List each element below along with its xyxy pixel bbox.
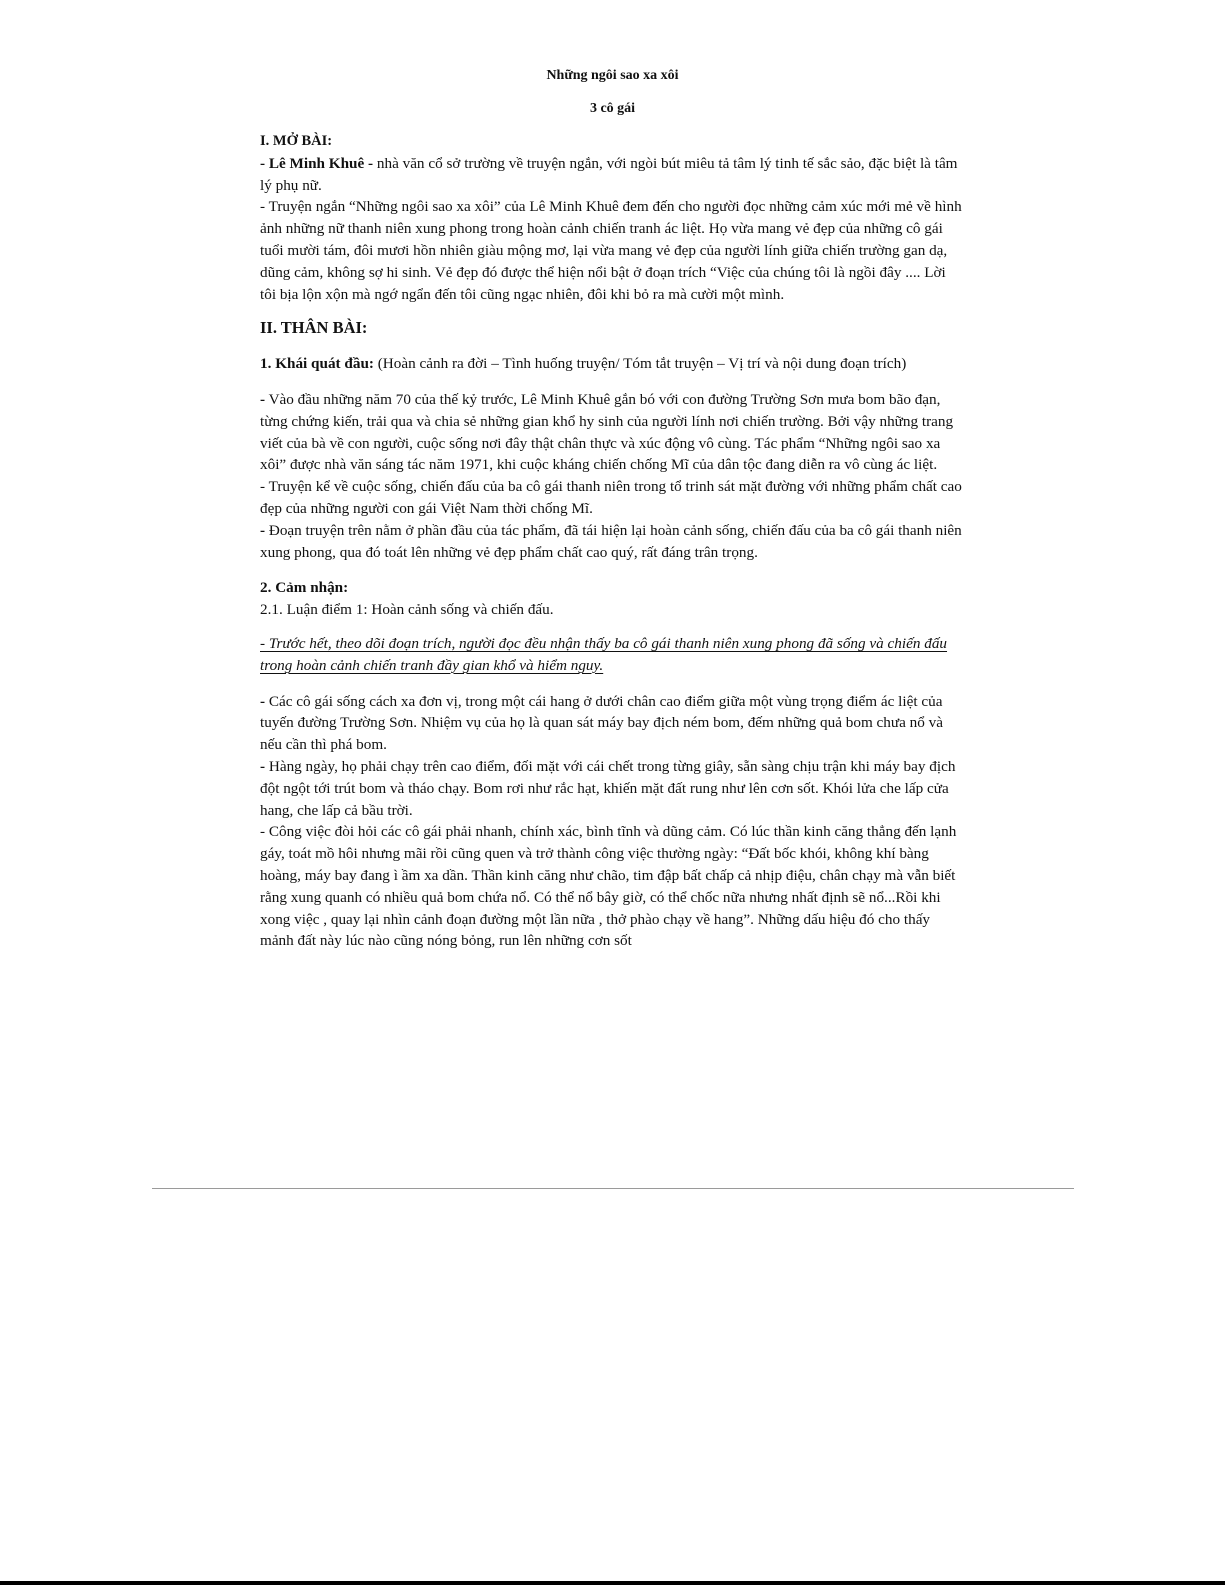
mo-bai-p1-prefix: - Lê Minh Khuê - — [260, 154, 374, 172]
section-1-p1-prefix: - — [260, 390, 266, 408]
section-2-p2-prefix: - — [260, 757, 266, 775]
document-subtitle: 3 cô gái — [589, 101, 636, 116]
heading-mo-bai: I. MỞ BÀI: — [260, 133, 333, 149]
section-2-paragraph-3: - Công việc đòi hỏi các cô gái phải nhanh, chính xác, bình tĩnh và dũng cảm. Có lúc thần kinh căng thẳng đến lạnh gáy, toát mồ hôi nhưng mãi rồi cũng quen và trở thành công việc thường ngày: “Đất bốc khói, không khí bàng hoàng, máy bay đang ì ầm xa dần. Thần kinh căng như chão, tim đập bất chấp cả nhịp điệu, chân chạy mà vẫn biết rằng xung quanh có nhiều quả bom chứa nổ. Có thể nổ bây giờ, có thể chốc nữa nhưng nhất định sẽ nổ...Rồi khi xong việc , quay lại nhìn cảnh đoạn đường một lần nữa , thở phào chạy về hang”. Những dấu hiệu đó cho thấy mảnh đất này lúc nào cũng nóng bỏng, run lên những cơn sốt — [260, 823, 957, 950]
section-1-paragraph-2: - Truyện kể về cuộc sống, chiến đấu của ba cô gái thanh niên trong tổ trinh sát mặt đường với những phẩm chất cao đẹp của những người con gái Việt Nam thời chống Mĩ. — [260, 478, 962, 517]
mo-bai-paragraph-1 — [260, 153, 965, 197]
section-1-p1-text: Vào đầu những năm 70 của thế kỷ trước, Lê Minh Khuê gắn bó với con đường Trường Sơn mưa bom bão đạn, từng chứng kiến, trải qua và chia sẻ những gian khổ hy sinh của người lính nơi chiến trường. Bởi vậy những trang viết của bà về con người, cuộc sống nơi đây thật chân thực và xúc động vô cùng. Tác phẩm “Những ngôi sao xa xôi” được nhà văn sáng tác năm 1971, khi cuộc kháng chiến chống Mĩ của dân tộc đang diễn ra vô cùng ác liệt. — [260, 390, 954, 474]
section-1-label: 1. Khái quát đầu: — [260, 355, 374, 373]
section-2-intro-text: - Trước hết, theo dõi đoạn trích, người đọc đều nhận thấy ba cô gái thanh niên xung phong đã sống và chiến đấu trong hoàn cảnh chiến tranh đầy gian khổ và hiểm nguy. — [260, 634, 948, 674]
page-divider — [152, 1188, 1074, 1189]
section-2-p2-text: Hàng ngày, họ phải chạy trên cao điểm, đối mặt với cái chết trong từng giây, sẵn sàng chịu trận khi máy bay địch đột ngột tới trút bom và tháo chạy. Bom rơi như rắc hạt, khiến mặt đất rung như lên cơn sốt. Khói lửa che lấp cửa hang, che lấp cả bầu trời. — [260, 757, 956, 819]
section-2-intro — [260, 633, 965, 677]
section-2-paragraph-2 — [260, 756, 965, 821]
section-1-p3-prefix: - — [260, 521, 266, 539]
section-1-text: (Hoàn cảnh ra đời – Tình huống truyện/ Tóm tắt truyện – Vị trí và nội dung đoạn trích) — [373, 355, 907, 373]
mo-bai-paragraph-2: - Truyện ngắn “Những ngôi sao xa xôi” của Lê Minh Khuê đem đến cho người đọc những cảm xúc mới mẻ về hình ảnh những nữ thanh niên xung phong trong hoàn cảnh chiến tranh ác liệt. Họ vừa mang vẻ đẹp của những cô gái tuổi mười tám, đôi mươi hồn nhiên giàu mộng mơ, lại vừa mang vẻ đẹp của người lính giữa chiến trường gan dạ, dũng cảm, không sợ hi sinh. Vẻ đẹp đó được thể hiện nổi bật ở đoạn trích “Việc của chúng tôi là ngồi đây .... Lời tôi bịa lộn xộn mà ngớ ngẩn đến tôi cũng ngạc nhiên, đôi khi bỏ ra mà cười một mình. — [260, 198, 962, 303]
section-2-paragraph-1 — [260, 691, 965, 756]
section-2-point-1: 2.1. Luận điểm 1: Hoàn cảnh sống và chiến đấu. — [260, 601, 554, 619]
section-2-p1-text: Các cô gái sống cách xa đơn vị, trong một cái hang ở dưới chân cao điểm giữa một vùng trọng điểm ác liệt của tuyến đường Trường Sơn. Nhiệm vụ của họ là quan sát máy bay địch ném bom, đếm những quả bom chưa nổ và nếu cần thì phá bom. — [260, 692, 943, 754]
section-1-paragraph-3 — [260, 520, 965, 564]
section-2-label: 2. Cảm nhận: — [260, 579, 349, 597]
section-2-p1-prefix: - — [260, 692, 266, 710]
bottom-edge — [0, 1581, 1225, 1585]
document-title: Những ngôi sao xa xôi — [546, 68, 679, 83]
document-page — [260, 64, 965, 952]
heading-than-bai: II. THÂN BÀI: — [260, 318, 368, 338]
section-1-intro — [260, 353, 965, 375]
mo-bai-p1-text: nhà văn cổ sở trường về truyện ngắn, với ngòi bút miêu tả tâm lý tinh tế sắc sảo, đặc biệt là tâm lý phụ nữ. — [260, 154, 958, 194]
section-1-p3-text: Đoạn truyện trên nằm ở phần đầu của tác phẩm, đã tái hiện lại hoàn cảnh sống, chiến đấu của ba cô gái thanh niên xung phong, qua đó toát lên những vẻ đẹp phẩm chất cao quý, rất đáng trân trọng. — [260, 521, 962, 561]
section-1-paragraph-1 — [260, 389, 965, 476]
